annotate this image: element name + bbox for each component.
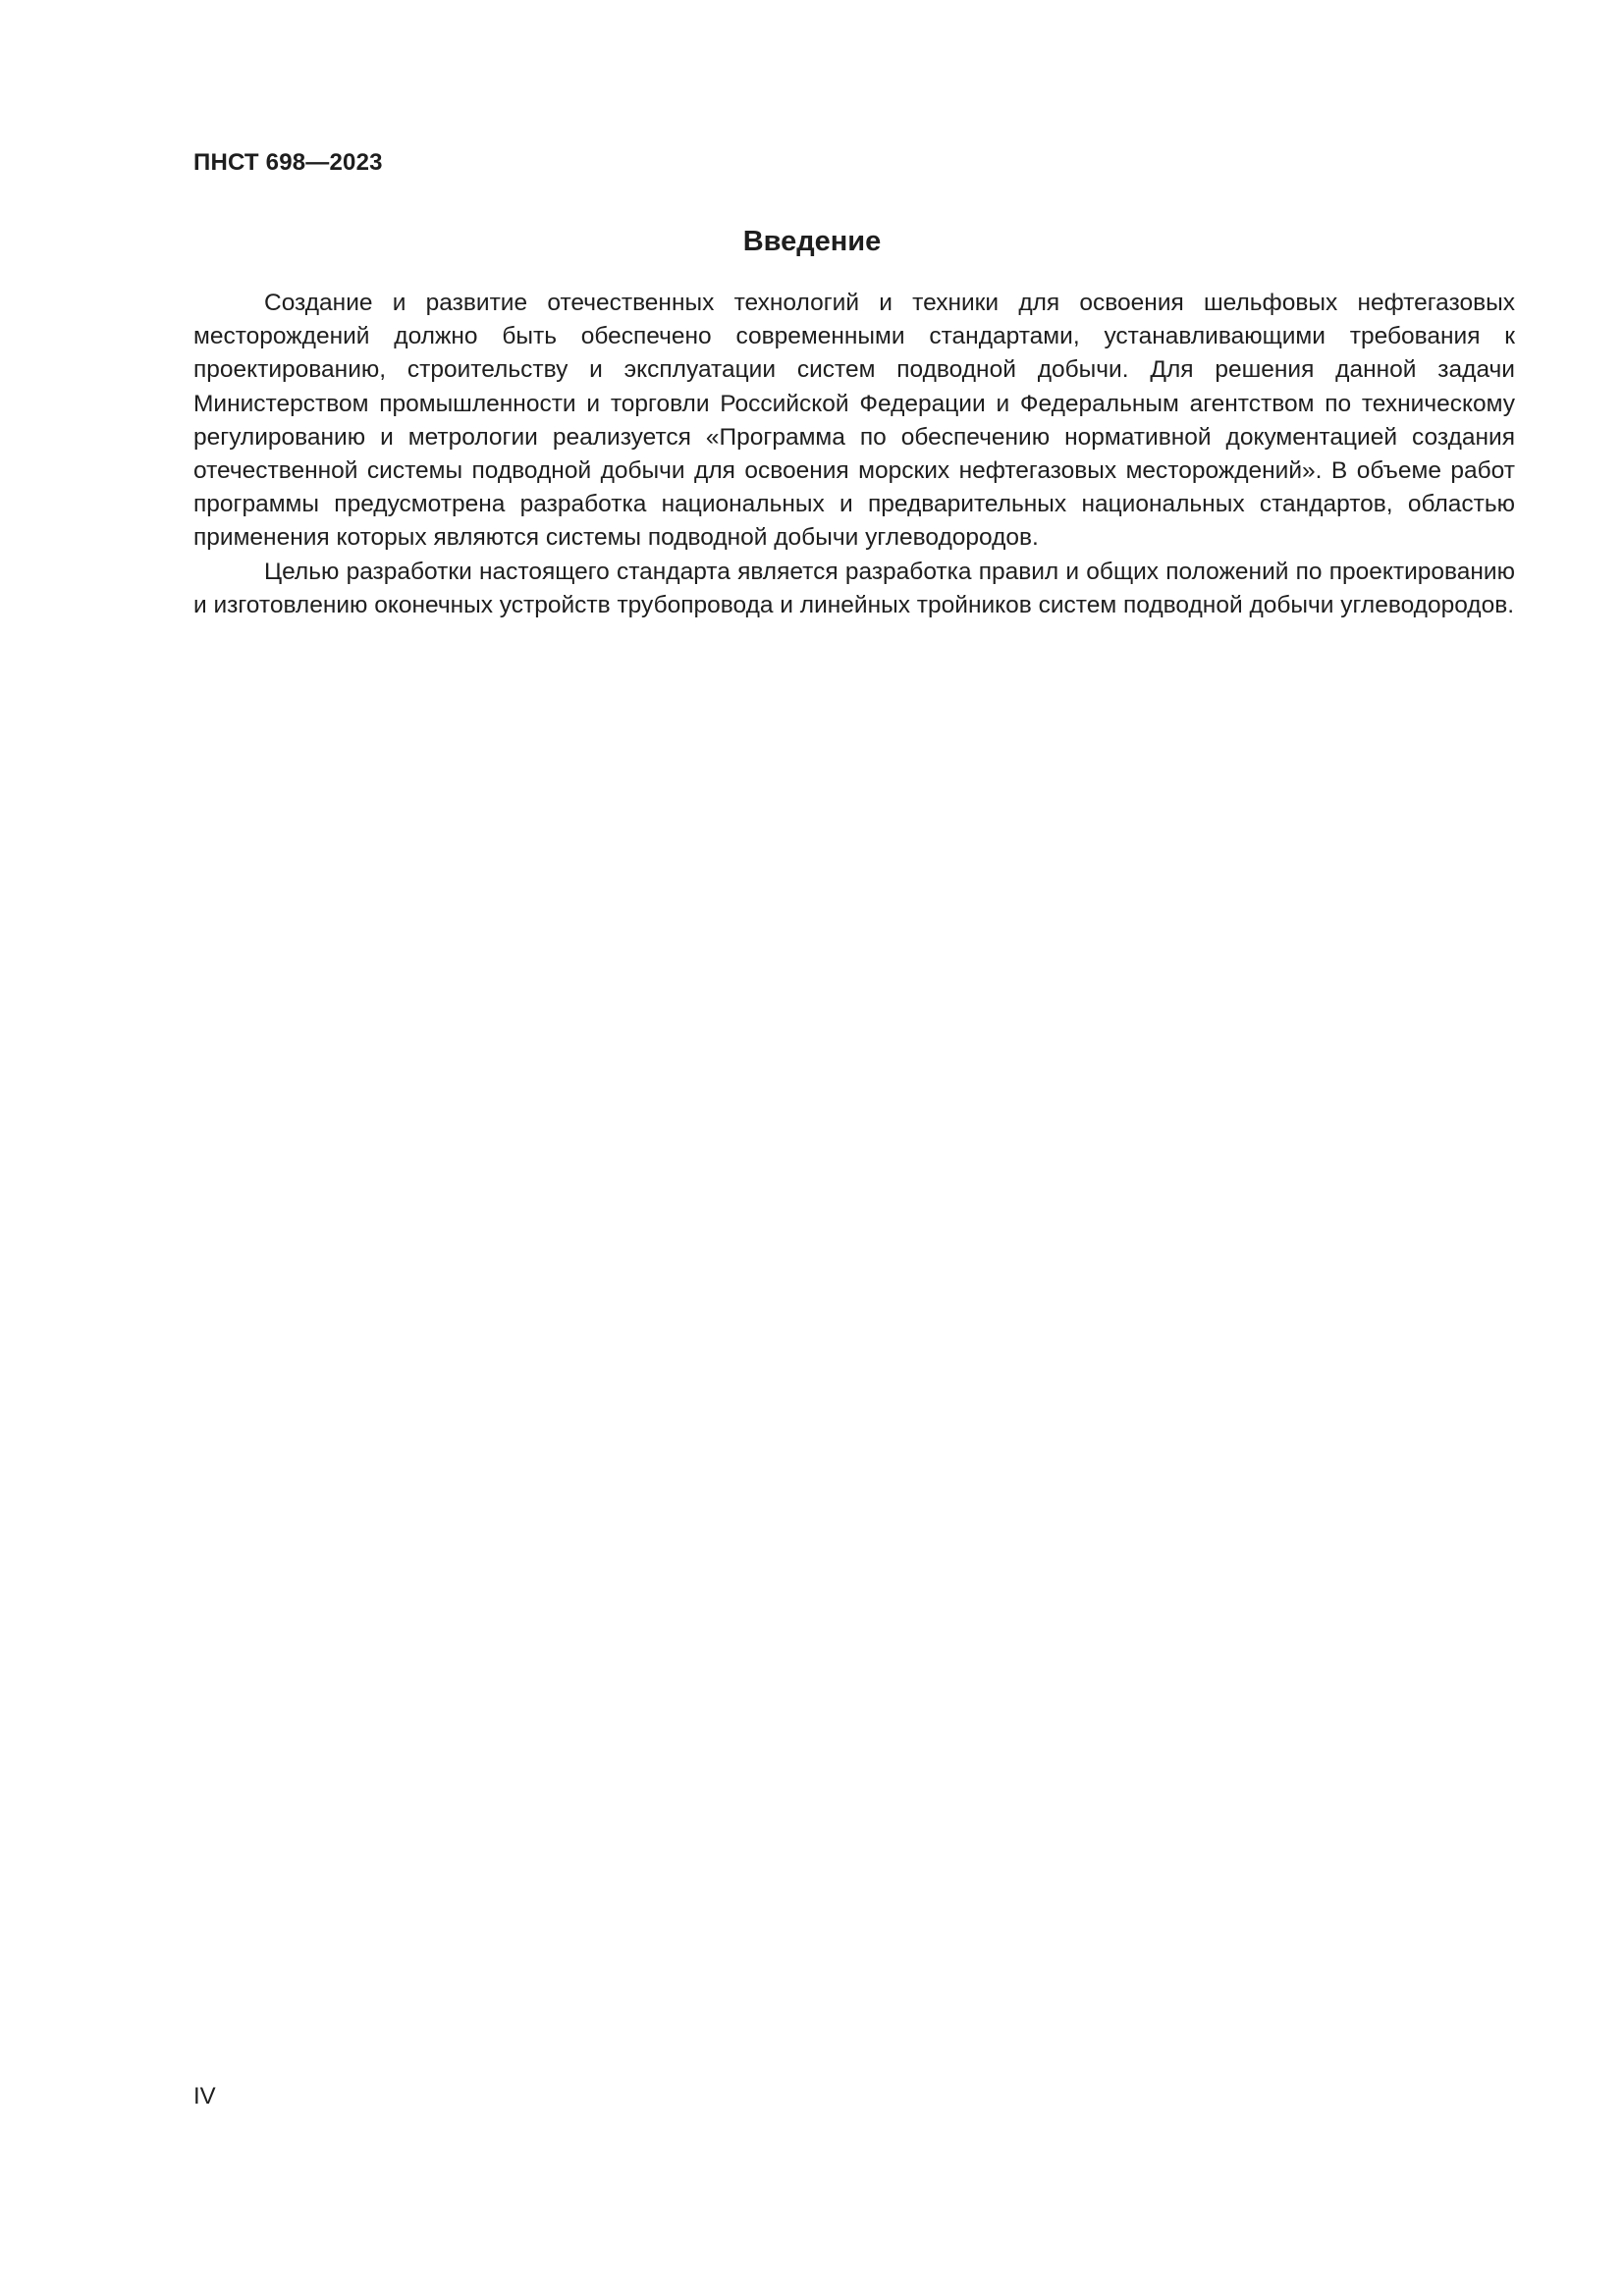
paragraph-goal: Целью разработки настоящего стандарта является разработка правил и общих положений по проектированию и изготовлению оконечных устройств трубопровода и линейных тройников систем подводной добычи углеводородов. bbox=[193, 558, 1515, 618]
section-title: Введение bbox=[742, 226, 882, 257]
paragraph-intro: Создание и развитие отечественных технологий и техники для освоения шельфовых нефтегазовых месторождений должно быть обеспечено современными стандартами, устанавливающими требования к проектированию, строительству и эксплуатации систем подводной добычи. Для решения данной задачи Министерством промышленности и торговли Российской Федерации и Федеральным агентством по техническому регулированию и метрологии реализуется «Программа по обеспечению нормативной документацией создания отечественной системы подводной добычи для освоения морских нефтегазовых месторождений». В объеме работ программы предусмотрена разработка национальных и предварительных национальных стандартов, областью применения которых являются системы подводной добычи углеводородов. bbox=[193, 290, 1515, 552]
body-text bbox=[193, 287, 1515, 622]
page-number: IV bbox=[193, 2083, 216, 2109]
document-code: ПНСТ 698—2023 bbox=[193, 149, 383, 176]
